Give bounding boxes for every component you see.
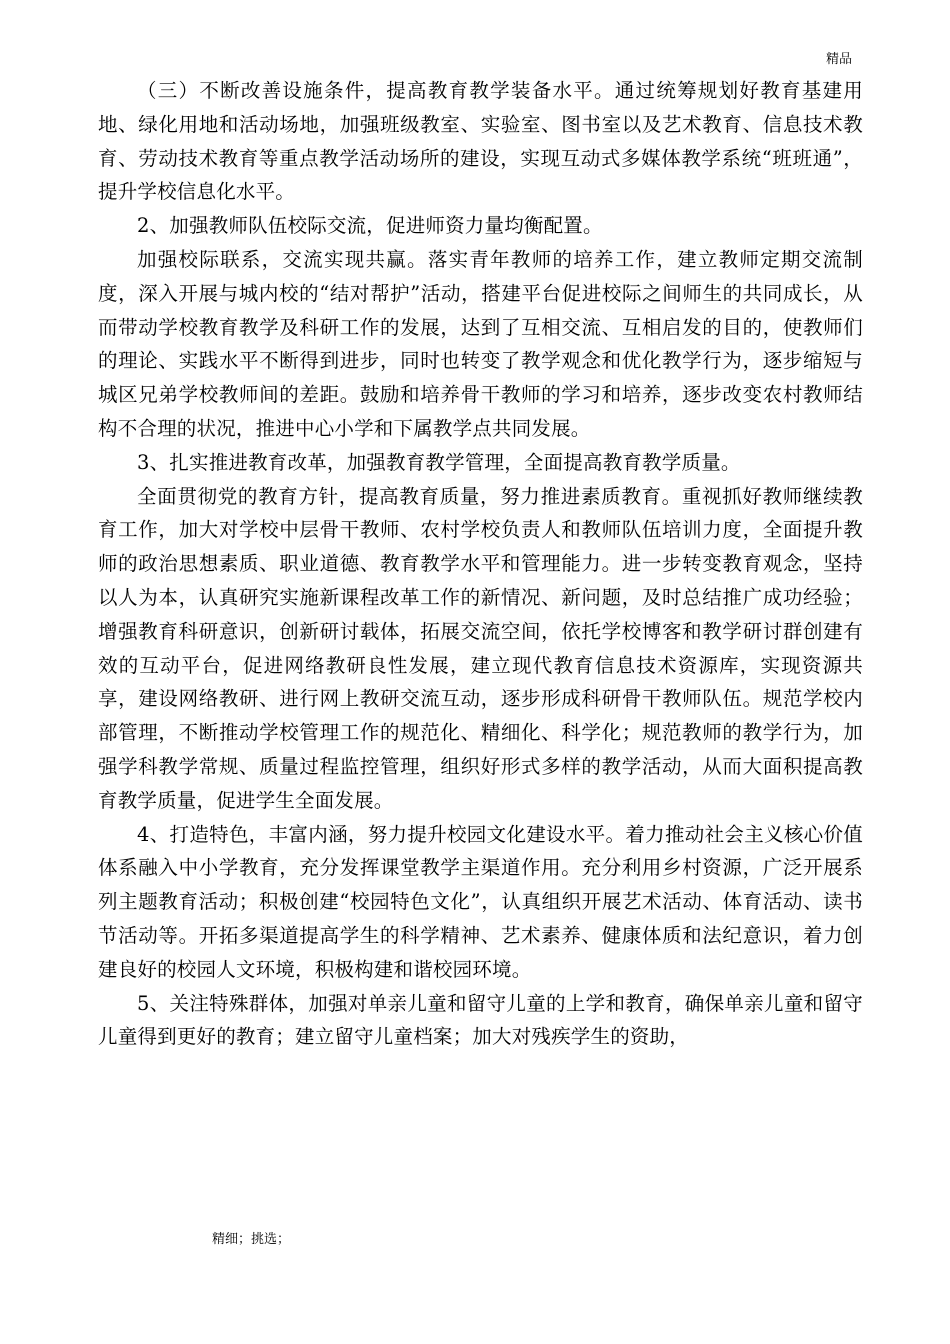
section-heading-education-reform: 3、扎实推进教育改革，加强教育教学管理，全面提高教育教学质量。 (137, 450, 741, 474)
paragraph-facilities: （三）不断改善设施条件，提高教育教学装备水平。通过统筹规划好教育基建用地、绿化用地和活动场地，加强班级教室、实验室、图书室以及艺术教育、信息技术教育、劳动技术教育等重点教学活动场所的建设，实现互动式多媒体教学系统“班班通”，提升学校信息化水平。 (98, 79, 863, 204)
paragraph-teacher-exchange: 加强校际联系，交流实现共赢。落实青年教师的培养工作，建立教师定期交流制度，深入开展与城内校的“结对帮护”活动，搭建平台促进校际之间师生的共同成长，从而带动学校教育教学及科研工作的发展，达到了互相交流、互相启发的目的，使教师们的理论、实践水平不断得到进步，同时也转变了教学观念和优化教学行为，逐步缩短与城区兄弟学校教师间的差距。鼓励和培养骨干教师的学习和培养，逐步改变农村教师结构不合理的状况，推进中心小学和下属教学点共同发展。 (98, 247, 863, 440)
section-heading-teacher-exchange: 2、加强教师队伍校际交流，促进师资力量均衡配置。 (137, 214, 603, 238)
paragraph-special-groups: 5、关注特殊群体，加强对单亲儿童和留守儿童的上学和教育，确保单亲儿童和留守儿童得到更好的教育；建立留守儿童档案；加大对残疾学生的资助， (98, 991, 863, 1049)
page-footer-mark: 精细；挑选； (212, 1232, 291, 1247)
paragraph-education-reform: 全面贯彻党的教育方针，提高教育质量，努力推进素质教育。重视抓好教师继续教育工作，加大对学校中层骨干教师、农村学校负责人和教师队伍培训力度，全面提升教师的政治思想素质、职业道德、教育教学水平和管理能力。进一步转变教育观念，坚持以人为本，认真研究实施新课程改革工作的新情况、新问题，及时总结推广成功经验；增强教育科研意识，创新研讨载体，拓展交流空间，依托学校博客和教学研讨群创建有效的互动平台，促进网络教研良性发展，建立现代教育信息技术资源库，实现资源共享，建设网络教研、进行网上教研交流互动，逐步形成科研骨干教师队伍。规范学校内部管理，不断推动学校管理工作的规范化、精细化、科学化；规范教师的教学行为，加强学科教学常规、质量过程监控管理，组织好形式多样的教学活动，从而大面积提高教育教学质量，促进学生全面发展。 (98, 484, 863, 812)
page-header-mark: 精品 (825, 52, 852, 67)
paragraph-campus-culture: 4、打造特色，丰富内涵，努力提升校园文化建设水平。着力推动社会主义核心价值体系融入中小学教育，充分发挥课堂教学主渠道作用。充分利用乡村资源，广泛开展系列主题教育活动；积极创建“校园特色文化”，认真组织开展艺术活动、体育活动、读书节活动等。开拓多渠道提高学生的科学精神、艺术素养、健康体质和法纪意识，着力创建良好的校园人文环境，积极构建和谐校园环境。 (98, 822, 863, 981)
document-body (98, 74, 863, 1054)
